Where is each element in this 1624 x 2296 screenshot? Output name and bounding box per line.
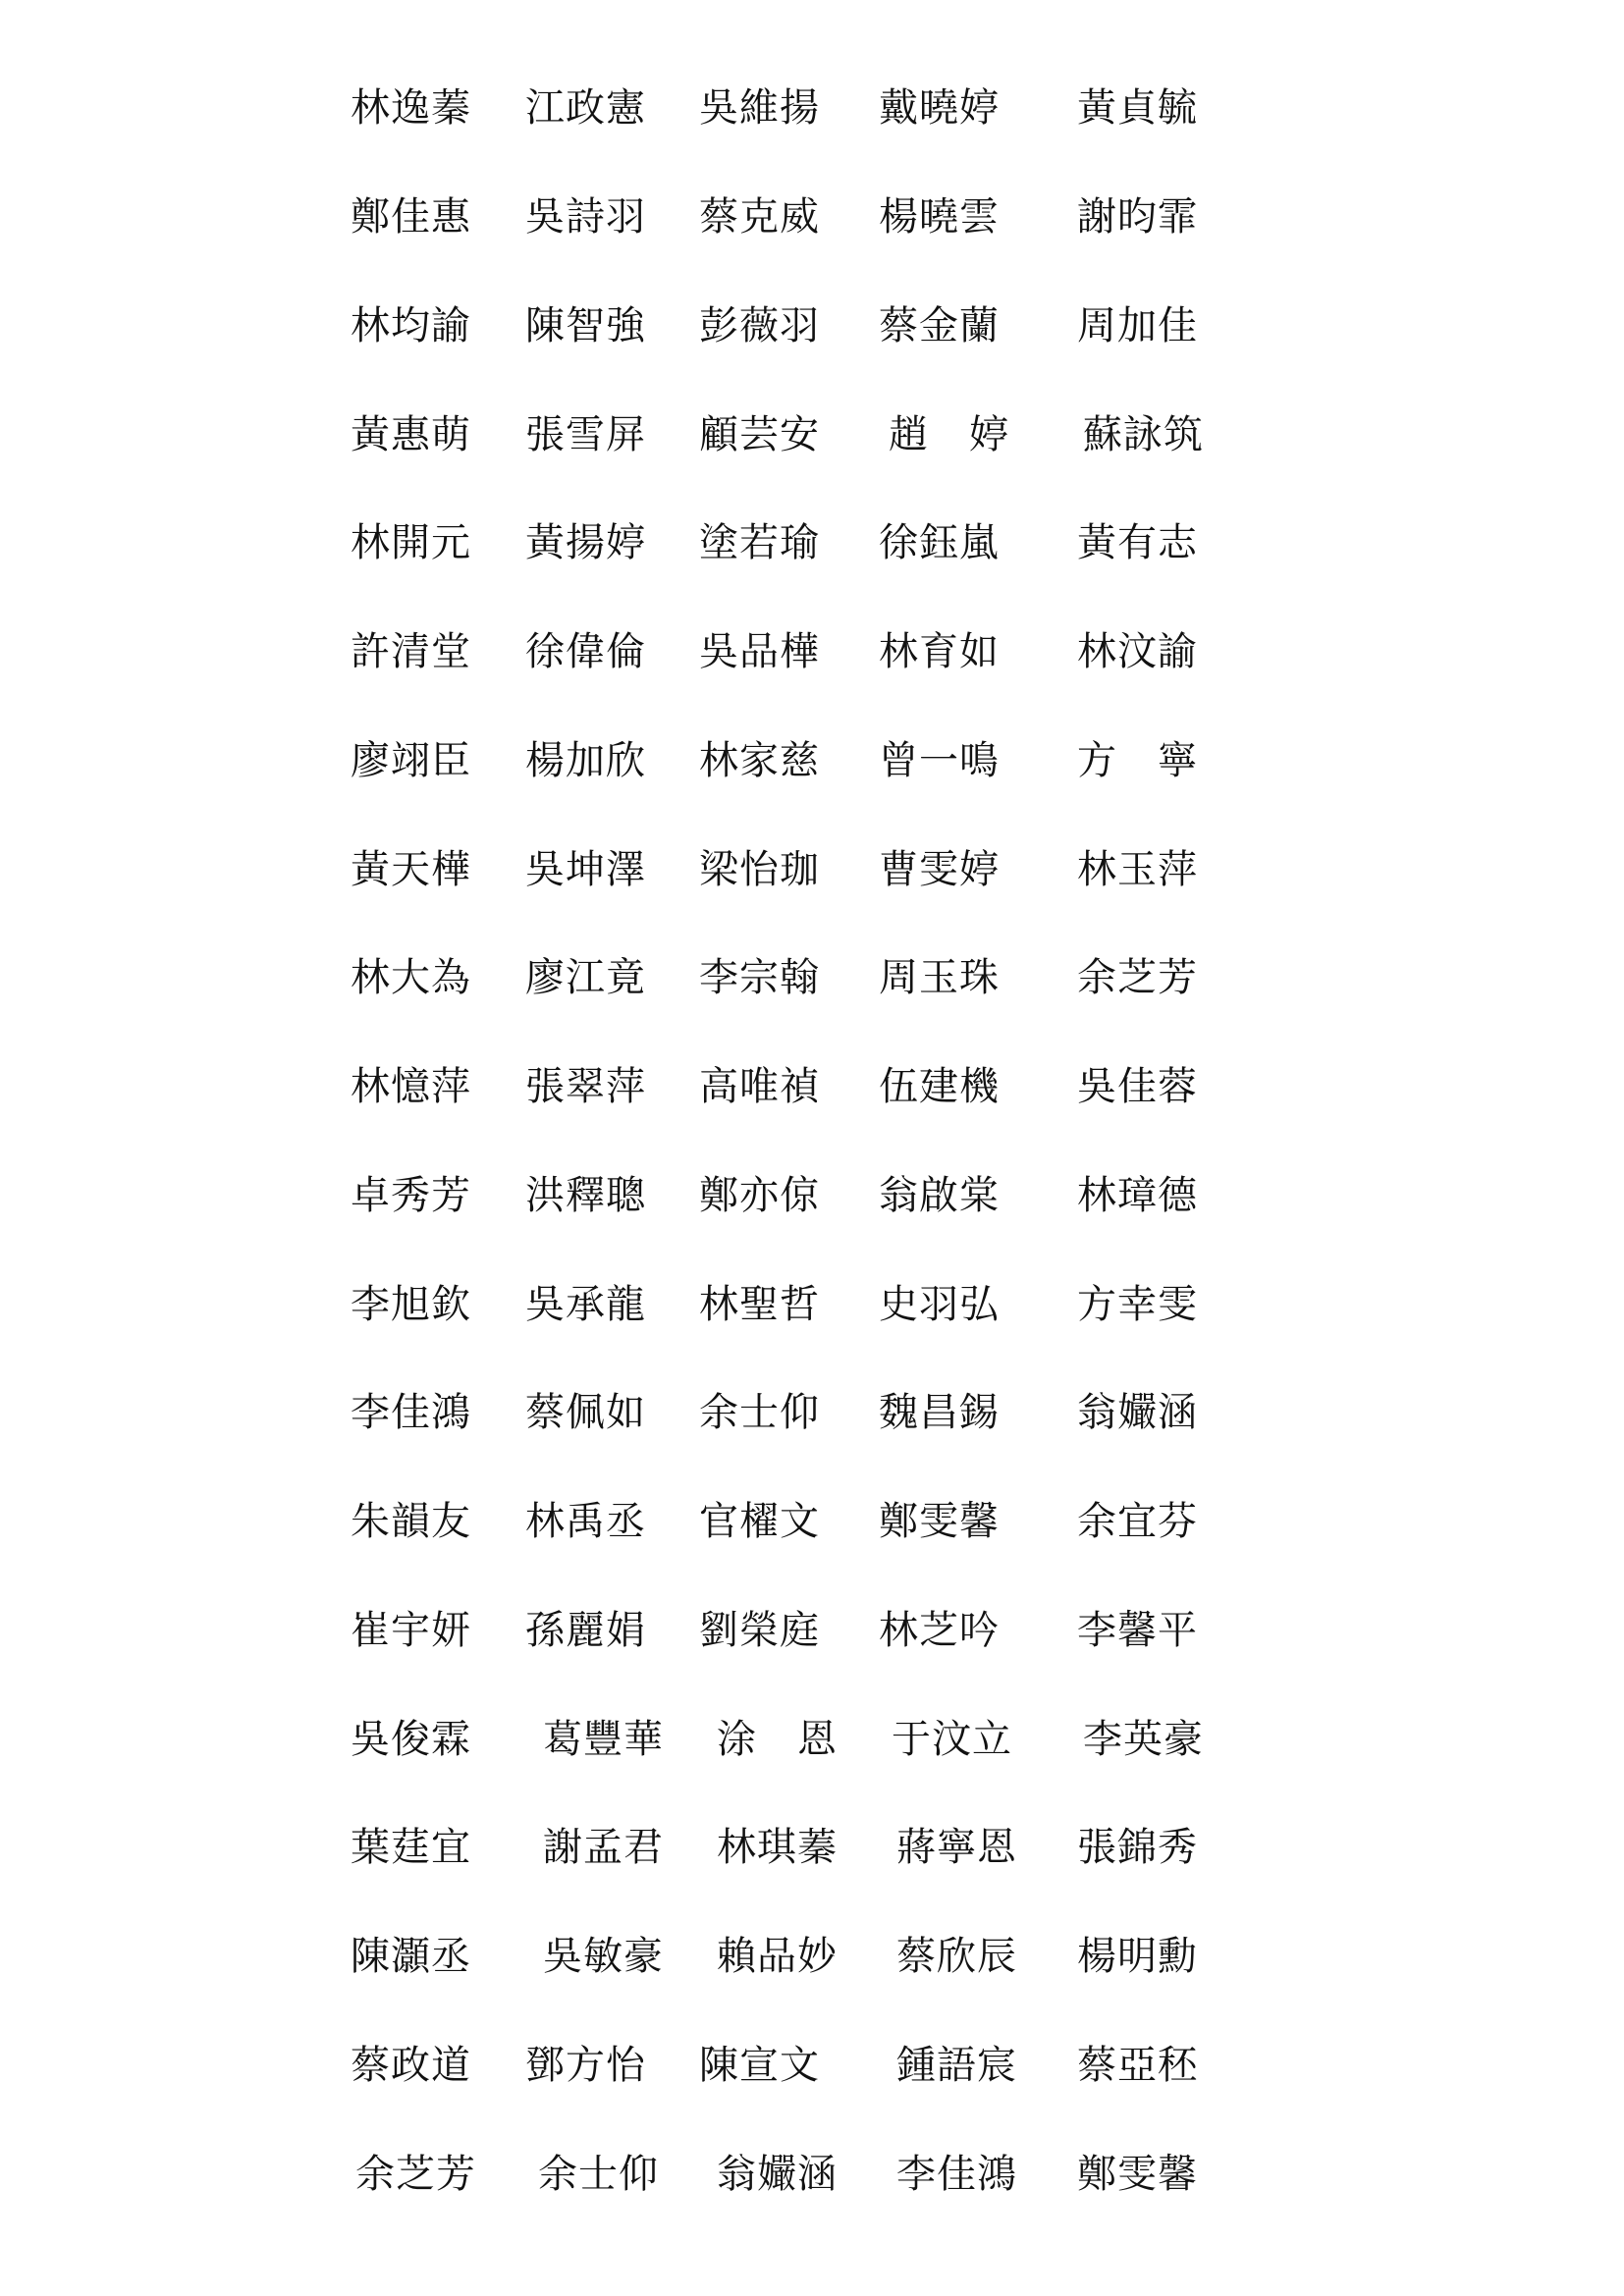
name-entry: 塗若瑜 xyxy=(699,520,820,565)
name-entry: 洪釋聰 xyxy=(525,1173,646,1218)
name-entry: 卓秀芳 xyxy=(351,1173,471,1218)
name-entry: 李宗翰 xyxy=(699,955,820,1000)
name-entry: 涂 恩 xyxy=(717,1717,838,1762)
name-entry: 蔡政道 xyxy=(351,2043,471,2088)
name-entry: 謝孟君 xyxy=(543,1825,664,1870)
name-entry: 謝昀霏 xyxy=(1077,194,1198,240)
name-entry: 吳敏豪 xyxy=(543,1934,664,1979)
name-row xyxy=(0,187,1624,246)
name-entry: 余芝芳 xyxy=(1077,955,1198,1000)
name-entry: 李馨平 xyxy=(1077,1608,1198,1653)
name-entry: 林憶萍 xyxy=(351,1064,471,1109)
name-entry: 廖翊臣 xyxy=(351,738,471,783)
name-row xyxy=(0,1601,1624,1660)
name-entry: 官櫂文 xyxy=(699,1499,820,1544)
name-row xyxy=(0,79,1624,137)
name-row xyxy=(0,948,1624,1007)
name-entry: 余士仰 xyxy=(699,1390,820,1435)
name-entry: 蔡金蘭 xyxy=(879,303,1000,348)
name-row xyxy=(0,1927,1624,1986)
name-entry: 林玉萍 xyxy=(1077,847,1198,892)
name-row xyxy=(0,405,1624,464)
name-entry: 林均諭 xyxy=(351,303,471,348)
name-entry: 李佳鴻 xyxy=(896,2152,1017,2197)
name-entry: 蔡克威 xyxy=(699,194,820,240)
name-entry: 鍾語宸 xyxy=(896,2043,1017,2088)
name-entry: 林芝吟 xyxy=(879,1608,1000,1653)
name-entry: 周玉珠 xyxy=(879,955,1000,1000)
name-entry: 蔡亞秠 xyxy=(1077,2043,1198,2088)
name-entry: 鄧方怡 xyxy=(525,2043,646,2088)
name-entry: 李佳鴻 xyxy=(351,1390,471,1435)
name-entry: 孫麗娟 xyxy=(525,1608,646,1653)
name-entry: 吳佳蓉 xyxy=(1077,1064,1198,1109)
name-entry: 張雪屏 xyxy=(525,412,646,457)
name-entry: 劉榮庭 xyxy=(699,1608,820,1653)
name-entry: 徐鈺嵐 xyxy=(879,520,1000,565)
name-entry: 蘇詠筑 xyxy=(1083,412,1204,457)
name-entry: 戴曉婷 xyxy=(879,85,1000,131)
name-entry: 吳承龍 xyxy=(525,1282,646,1327)
name-row xyxy=(0,296,1624,355)
name-entry: 陳智強 xyxy=(525,303,646,348)
name-entry: 顧芸安 xyxy=(699,412,820,457)
name-entry: 楊曉雲 xyxy=(879,194,1000,240)
name-entry: 鄭亦倞 xyxy=(699,1173,820,1218)
name-row xyxy=(0,1275,1624,1334)
name-entry: 于汶立 xyxy=(892,1717,1012,1762)
name-entry: 史羽弘 xyxy=(879,1282,1000,1327)
name-entry: 楊明勳 xyxy=(1077,1934,1198,1979)
name-entry: 蔡欣辰 xyxy=(896,1934,1017,1979)
name-entry: 彭薇羽 xyxy=(699,303,820,348)
name-entry: 林逸蓁 xyxy=(351,85,471,131)
name-entry: 曹雯婷 xyxy=(879,847,1000,892)
name-entry: 吳維揚 xyxy=(699,85,820,131)
name-entry: 林育如 xyxy=(879,629,1000,674)
name-entry: 林璋德 xyxy=(1077,1173,1198,1218)
name-entry: 鄭佳惠 xyxy=(351,194,471,240)
name-entry: 黃惠萌 xyxy=(351,412,471,457)
name-entry: 梁怡珈 xyxy=(699,847,820,892)
name-entry: 張翠萍 xyxy=(525,1064,646,1109)
name-entry: 鄭雯馨 xyxy=(1077,2152,1198,2197)
name-entry: 高唯禎 xyxy=(699,1064,820,1109)
name-entry: 趙 婷 xyxy=(889,412,1009,457)
name-entry: 許清堂 xyxy=(351,629,471,674)
name-entry: 余宜芬 xyxy=(1077,1499,1198,1544)
name-entry: 吳俊霖 xyxy=(351,1717,471,1762)
name-entry: 林禹丞 xyxy=(525,1499,646,1544)
name-entry: 黃天樺 xyxy=(351,847,471,892)
name-entry: 黃揚婷 xyxy=(525,520,646,565)
name-row xyxy=(0,731,1624,790)
name-entry: 余士仰 xyxy=(538,2152,659,2197)
name-row xyxy=(0,2145,1624,2204)
name-entry: 余芝芳 xyxy=(355,2152,476,2197)
name-entry: 林琪蓁 xyxy=(717,1825,838,1870)
name-entry: 魏昌錫 xyxy=(879,1390,1000,1435)
name-entry: 翁啟棠 xyxy=(879,1173,1000,1218)
name-entry: 朱韻友 xyxy=(351,1499,471,1544)
name-row xyxy=(0,2036,1624,2095)
name-entry: 方 寧 xyxy=(1077,738,1198,783)
name-entry: 林開元 xyxy=(351,520,471,565)
name-entry: 翁孍涵 xyxy=(717,2152,838,2197)
name-row xyxy=(0,1383,1624,1442)
name-entry: 廖江竟 xyxy=(525,955,646,1000)
name-entry: 蔣寧恩 xyxy=(896,1825,1017,1870)
name-entry: 李英豪 xyxy=(1083,1717,1204,1762)
name-entry: 江政憲 xyxy=(525,85,646,131)
name-entry: 黃貞毓 xyxy=(1077,85,1198,131)
name-entry: 黃有志 xyxy=(1077,520,1198,565)
name-entry: 楊加欣 xyxy=(525,738,646,783)
name-entry: 鄭雯馨 xyxy=(879,1499,1000,1544)
name-entry: 陳灝丞 xyxy=(351,1934,471,1979)
name-row xyxy=(0,1492,1624,1551)
name-entry: 崔宇妍 xyxy=(351,1608,471,1653)
name-entry: 曾一鳴 xyxy=(879,738,1000,783)
name-entry: 賴品妙 xyxy=(717,1934,838,1979)
name-entry: 張錦秀 xyxy=(1077,1825,1198,1870)
name-row xyxy=(0,1166,1624,1225)
name-entry: 林大為 xyxy=(351,955,471,1000)
name-entry: 陳宣文 xyxy=(699,2043,820,2088)
name-entry: 林聖哲 xyxy=(699,1282,820,1327)
name-row xyxy=(0,1057,1624,1116)
name-entry: 吳詩羽 xyxy=(525,194,646,240)
name-row xyxy=(0,622,1624,681)
name-entry: 蔡佩如 xyxy=(525,1390,646,1435)
name-row xyxy=(0,1818,1624,1877)
name-row xyxy=(0,840,1624,899)
name-entry: 吳品樺 xyxy=(699,629,820,674)
name-row xyxy=(0,1710,1624,1769)
name-entry: 吳坤澤 xyxy=(525,847,646,892)
name-entry: 伍建機 xyxy=(879,1064,1000,1109)
name-entry: 葉莛宜 xyxy=(351,1825,471,1870)
name-entry: 林汶諭 xyxy=(1077,629,1198,674)
name-entry: 周加佳 xyxy=(1077,303,1198,348)
name-entry: 方幸雯 xyxy=(1077,1282,1198,1327)
name-entry: 徐偉倫 xyxy=(525,629,646,674)
name-entry: 李旭欽 xyxy=(351,1282,471,1327)
name-row xyxy=(0,513,1624,572)
name-entry: 翁孍涵 xyxy=(1077,1390,1198,1435)
name-entry: 葛豐華 xyxy=(543,1717,664,1762)
name-entry: 林家慈 xyxy=(699,738,820,783)
